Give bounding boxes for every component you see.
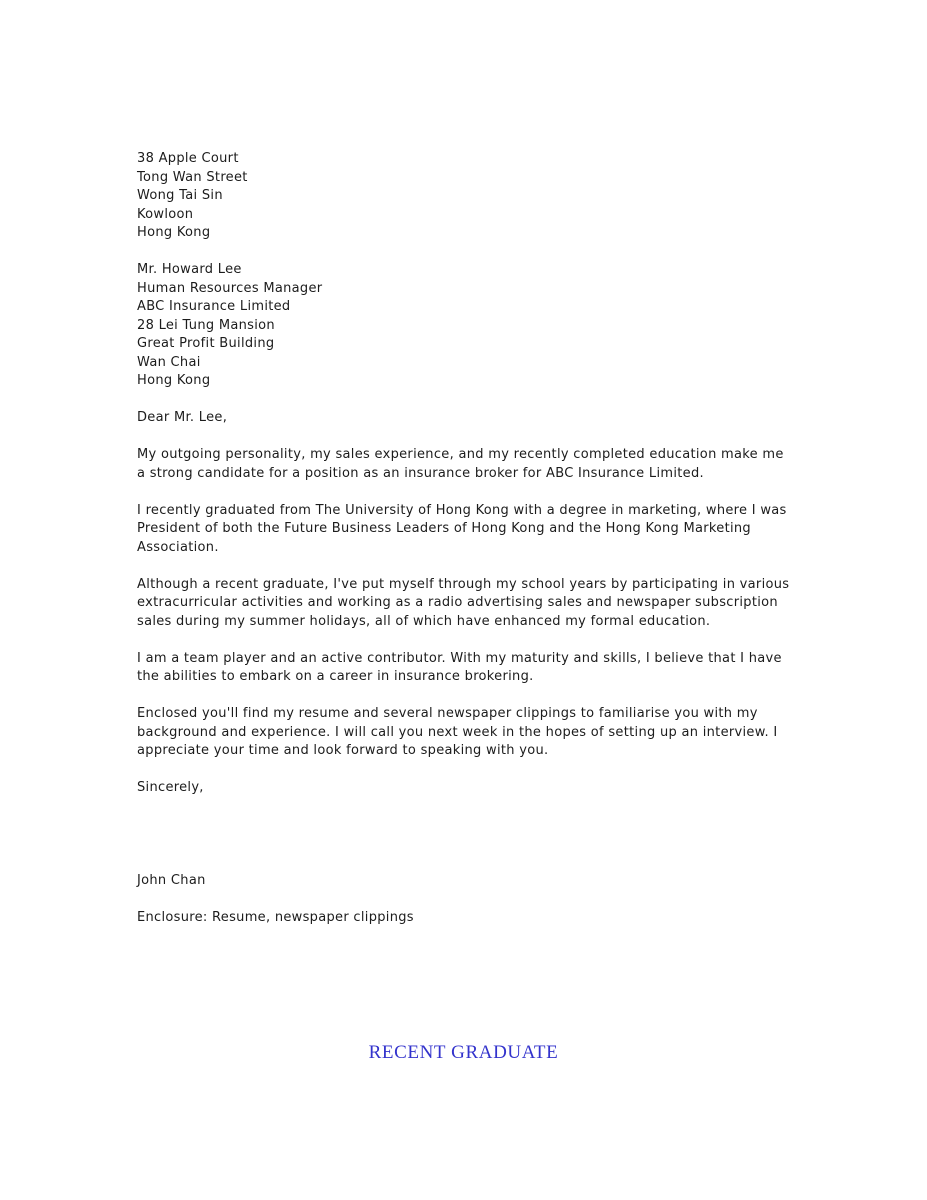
- recipient-address-line: Great Profit Building: [137, 336, 275, 351]
- recipient-title: Human Resources Manager: [137, 280, 323, 296]
- paragraph-skills: I am a team player and an active contributor. With my maturity and skills, I believe that I have the abilities to embark on a career in insurance brokering.: [137, 650, 782, 684]
- sender-address-line: Tong Wan Street: [137, 169, 248, 185]
- enclosure-line: Enclosure: Resume, newspaper clippings: [137, 909, 414, 925]
- recipient-name: Mr. Howard Lee: [137, 262, 242, 277]
- footer-title: RECENT GRADUATE: [368, 1042, 559, 1063]
- closing: Sincerely,: [137, 780, 204, 795]
- recipient-address-line: Wan Chai: [137, 354, 201, 370]
- salutation: Dear Mr. Lee,: [137, 410, 228, 425]
- recipient-address-line: 28 Lei Tung Mansion: [137, 317, 275, 333]
- recipient-address-line: Hong Kong: [137, 373, 211, 388]
- letter-content: [137, 150, 795, 946]
- sender-address-line: Kowloon: [137, 206, 194, 222]
- recipient-company: ABC Insurance Limited: [137, 299, 291, 314]
- paragraph-experience: Although a recent graduate, I've put myself through my school years by participating in various extracurricular activities and working as a radio advertising sales and newspaper subscription sales during my summer holidays, all of which have enhanced my formal education.: [137, 576, 790, 629]
- paragraph-enclosed: Enclosed you'll find my resume and several newspaper clippings to familiarise you with my background and experience. I will call you next week in the hopes of setting up an interview. I appreciate your time and look forward to speaking with you.: [137, 706, 778, 758]
- sender-address: [137, 150, 795, 243]
- sender-address-line: 38 Apple Court: [137, 151, 239, 166]
- sender-address-line: Hong Kong: [137, 225, 211, 240]
- paragraph-intro: My outgoing personality, my sales experience, and my recently completed education make me a strong candidate for a position as an insurance broker for ABC Insurance Limited.: [137, 447, 784, 481]
- paragraph-education: I recently graduated from The University of Hong Kong with a degree in marketing, where I was President of both the Future Business Leaders of Hong Kong and the Hong Kong Marketing Association.: [137, 502, 787, 555]
- sender-address-line: Wong Tai Sin: [137, 188, 223, 203]
- recipient-address: [137, 261, 795, 391]
- signature-name: John Chan: [137, 872, 206, 888]
